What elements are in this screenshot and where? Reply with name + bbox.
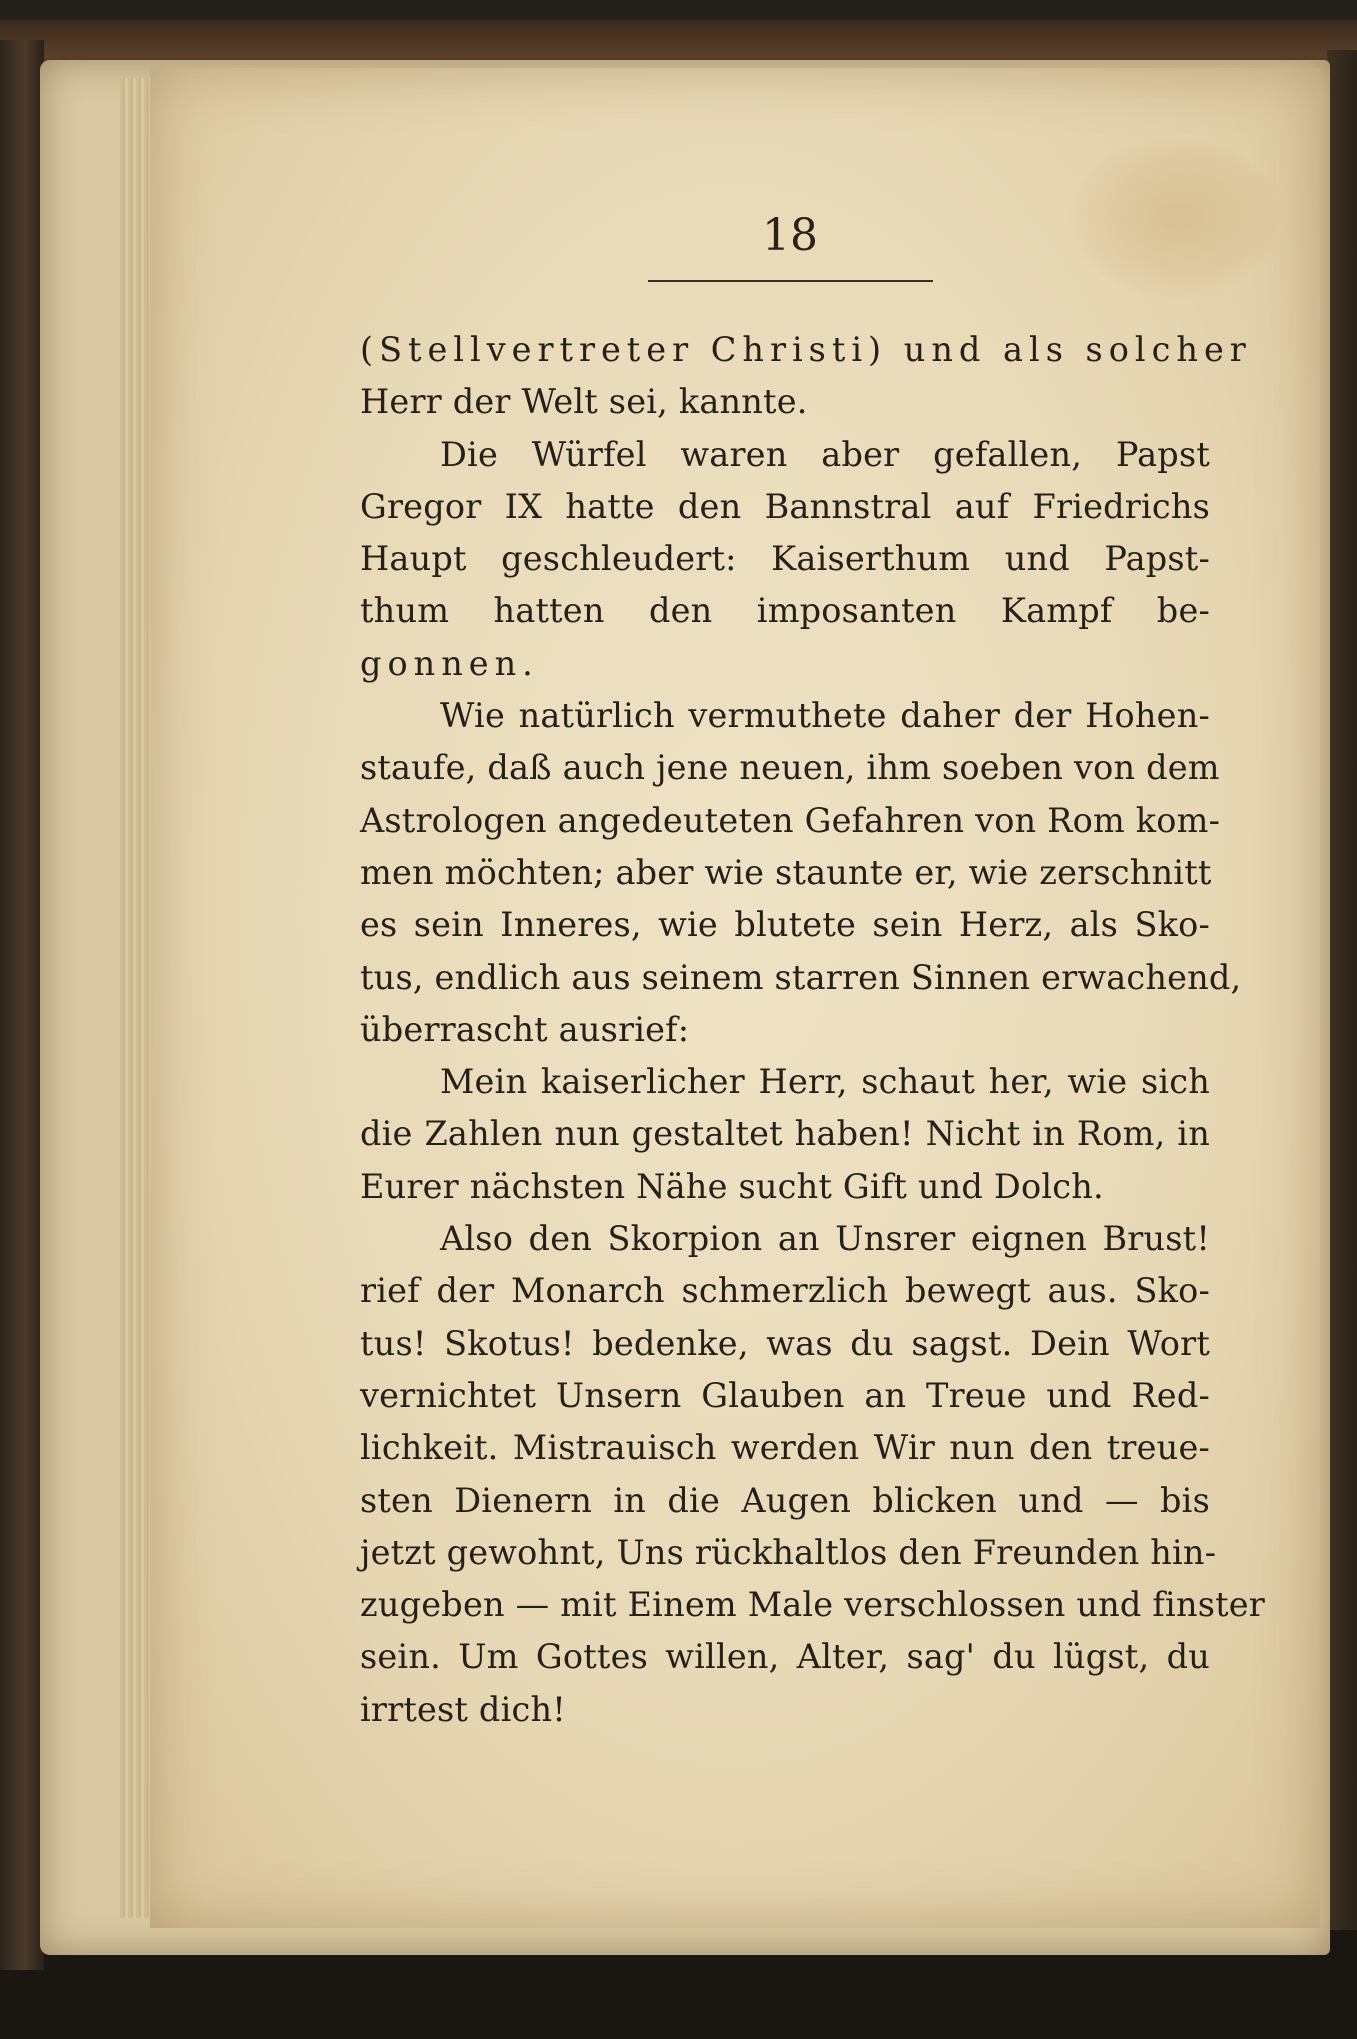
text-line: Haupt geschleudert: Kaiserthum und Papst- bbox=[360, 539, 1210, 579]
book-cover-right bbox=[1327, 50, 1357, 1930]
water-stain bbox=[1070, 138, 1280, 298]
text-line: Also den Skorpion an Unsrer eignen Brust! bbox=[440, 1219, 1210, 1259]
text-line: tus, endlich aus seinem starren Sinnen erwachend, bbox=[360, 957, 1242, 997]
text-line: rief der Monarch schmerzlich bewegt aus. Sko- bbox=[360, 1271, 1210, 1311]
text-line: vernichtet Unsern Glauben an Treue und Red- bbox=[360, 1375, 1210, 1415]
text-line: (Stellvertreter Christi) und als solcher bbox=[360, 330, 1252, 369]
text-line: Astrologen angedeuteten Gefahren von Rom kom- bbox=[360, 800, 1221, 840]
page-number: 18 bbox=[762, 210, 818, 261]
text-line: staufe, daß auch jene neuen, ihm soeben von dem bbox=[360, 748, 1220, 788]
text-line: die Zahlen nun gestaltet haben! Nicht in Rom, in bbox=[360, 1114, 1210, 1154]
text-line: Die Würfel waren aber gefallen, Papst bbox=[440, 434, 1210, 474]
text-line: Mein kaiserlicher Herr, schaut her, wie sich bbox=[440, 1062, 1210, 1102]
text-line: sten Dienern in die Augen blicken und — bis bbox=[360, 1480, 1210, 1520]
text-line: men möchten; aber wie staunte er, wie zerschnitt bbox=[360, 852, 1212, 892]
body-text bbox=[360, 324, 1266, 1736]
text-line: zugeben — mit Einem Male verschlossen und finster bbox=[360, 1585, 1266, 1625]
text-line: Wie natürlich vermuthete daher der Hohen- bbox=[440, 696, 1210, 736]
header-rule bbox=[648, 280, 933, 282]
text-line: Gregor IX hatte den Bannstral auf Friedrichs bbox=[360, 486, 1210, 526]
book-spine bbox=[0, 40, 44, 1970]
text-line: Herr der Welt sei, kannte. bbox=[360, 382, 808, 422]
text-line: es sein Inneres, wie blutete sein Herz, als Sko- bbox=[360, 905, 1210, 945]
text-line: lichkeit. Mistrauisch werden Wir nun den treue- bbox=[360, 1428, 1210, 1468]
text-line: Eurer nächsten Nähe sucht Gift und Dolch. bbox=[360, 1166, 1104, 1206]
text-line: irrtest dich! bbox=[360, 1689, 566, 1729]
text-line: thum hatten den imposanten Kampf be- bbox=[360, 591, 1210, 631]
text-line: überrascht ausrief: bbox=[360, 1009, 690, 1049]
text-line: tus! Skotus! bedenke, was du sagst. Dein Wort bbox=[360, 1323, 1210, 1363]
text-line: jetzt gewohnt, Uns rückhaltlos den Freunden hin- bbox=[360, 1532, 1217, 1572]
text-line: gonnen. bbox=[360, 643, 539, 683]
text-line: sein. Um Gottes willen, Alter, sag' du lügst, du bbox=[360, 1637, 1210, 1677]
